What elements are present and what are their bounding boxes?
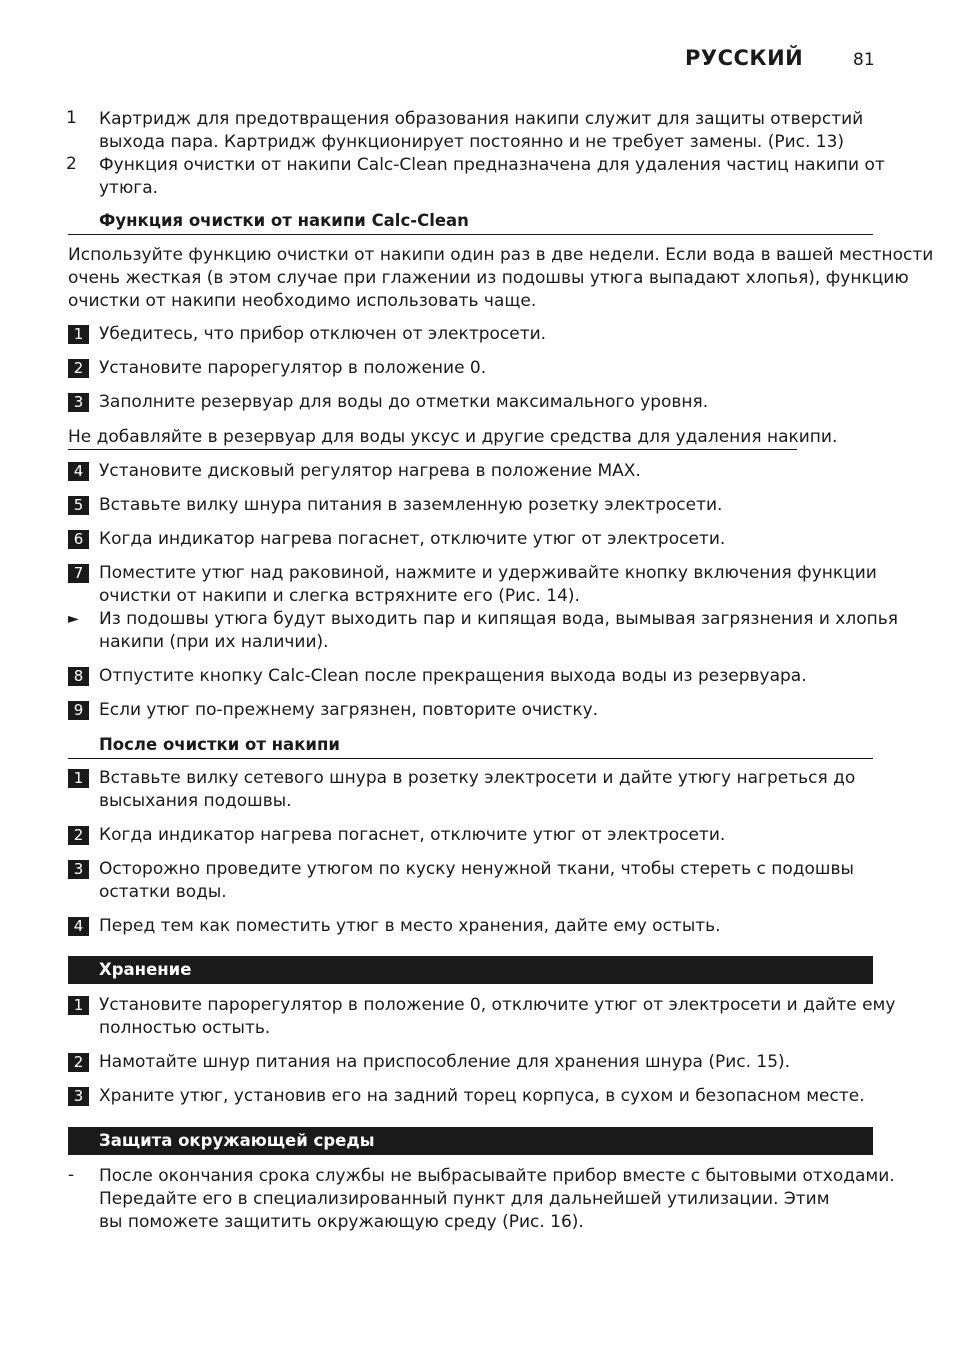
step-text: полностью остыть.: [99, 1018, 271, 1038]
step-number-badge: 1: [68, 769, 89, 788]
step-number-badge: 1: [68, 325, 89, 344]
result-arrow-icon: ►: [68, 611, 79, 627]
step-text: Если утюг по-прежнему загрязнен, повторите очистку.: [99, 700, 599, 720]
bullet-dash: -: [68, 1165, 75, 1185]
environment-text: После окончания срока службы не выбрасывайте прибор вместе с бытовыми отходами.: [99, 1166, 895, 1186]
step-number-badge: 5: [68, 496, 89, 515]
step-number-badge: 6: [68, 530, 89, 549]
section-heading-after-descaling: [68, 734, 873, 759]
step-text: Установите парорегулятор в положение 0.: [99, 358, 487, 378]
step-number-badge: 4: [68, 917, 89, 936]
step-text: Перед тем как поместить утюг в место хранения, дайте ему остыть.: [99, 916, 721, 936]
page-number: 81: [853, 50, 875, 70]
environment-text: вы поможете защитить окружающую среду (Рис. 16).: [99, 1212, 584, 1232]
note-1-line-2: выхода пара. Картридж функционирует постоянно и не требует замены. (Рис. 13): [99, 132, 845, 152]
note-1-line-1: Картридж для предотвращения образования накипи служит для защиты отверстий: [99, 109, 864, 129]
step-text: Намотайте шнур питания на приспособление для хранения шнура (Рис. 15).: [99, 1052, 791, 1072]
note-number: 2: [66, 154, 77, 174]
result-text: накипи (при их наличии).: [99, 632, 329, 652]
step-number-badge: 9: [68, 701, 89, 720]
step-text: Вставьте вилку сетевого шнура в розетку электросети и дайте утюгу нагреться до: [99, 768, 856, 788]
step-text: Осторожно проведите утюгом по куску ненужной ткани, чтобы стереть с подошвы: [99, 859, 854, 879]
note-2-line-2: утюга.: [99, 178, 159, 198]
step-text: Когда индикатор нагрева погаснет, отключите утюг от электросети.: [99, 825, 726, 845]
step-number-badge: 2: [68, 826, 89, 845]
step-text: Храните утюг, установив его на задний торец корпуса, в сухом и безопасном месте.: [99, 1086, 865, 1106]
step-number-badge: 3: [68, 1087, 89, 1106]
step-text: Установите парорегулятор в положение 0, отключите утюг от электросети и дайте ему: [99, 995, 896, 1015]
note-number: 1: [66, 108, 77, 128]
intro-line-2: очень жесткая (в этом случае при глажении из подошвы утюга выпадают хлопья), функцию: [68, 268, 909, 288]
step-number-badge: 8: [68, 667, 89, 686]
step-text: Вставьте вилку шнура питания в заземленную розетку электросети.: [99, 495, 723, 515]
step-number-badge: 2: [68, 1053, 89, 1072]
step-text: Отпустите кнопку Calc-Clean после прекращения выхода воды из резервуара.: [99, 666, 807, 686]
section-heading-calc-clean: [68, 210, 873, 235]
page-language-heading: РУССКИЙ: [685, 46, 804, 70]
note-2-line-1: Функция очистки от накипи Calc-Clean предназначена для удаления частиц накипи от: [99, 155, 885, 175]
section-heading-storage: [68, 956, 873, 984]
step-text: Когда индикатор нагрева погаснет, отключите утюг от электросети.: [99, 529, 726, 549]
step-text: высыхания подошвы.: [99, 791, 292, 811]
step-number-badge: 3: [68, 860, 89, 879]
warning-underline: [68, 449, 797, 450]
section-title: Защита окружающей среды: [99, 1131, 375, 1150]
step-text: Установите дисковый регулятор нагрева в положение MAX.: [99, 461, 641, 481]
intro-line-3: очистки от накипи необходимо использовать чаще.: [68, 291, 537, 311]
step-text: Заполните резервуар для воды до отметки максимального уровня.: [99, 392, 709, 412]
step-number-badge: 7: [68, 564, 89, 583]
step-text: очистки от накипи и слегка встряхните его (Рис. 14).: [99, 586, 580, 606]
section-heading-environment: [68, 1127, 873, 1155]
step-text: остатки воды.: [99, 882, 227, 902]
step-number-badge: 3: [68, 393, 89, 412]
step-number-badge: 2: [68, 359, 89, 378]
step-text: Убедитесь, что прибор отключен от электросети.: [99, 324, 547, 344]
result-text: Из подошвы утюга будут выходить пар и кипящая вода, вымывая загрязнения и хлопья: [99, 609, 898, 629]
section-title: После очистки от накипи: [99, 735, 340, 754]
step-number-badge: 1: [68, 996, 89, 1015]
section-title: Функция очистки от накипи Calc-Clean: [99, 211, 469, 230]
warning-text: Не добавляйте в резервуар для воды уксус и другие средства для удаления накипи.: [68, 427, 838, 447]
intro-line-1: Используйте функцию очистки от накипи один раз в две недели. Если вода в вашей местности: [68, 245, 934, 265]
step-text: Поместите утюг над раковиной, нажмите и удерживайте кнопку включения функции: [99, 563, 877, 583]
environment-text: Передайте его в специализированный пункт для дальнейшей утилизации. Этим: [99, 1189, 830, 1209]
section-title: Хранение: [99, 960, 192, 979]
step-number-badge: 4: [68, 462, 89, 481]
